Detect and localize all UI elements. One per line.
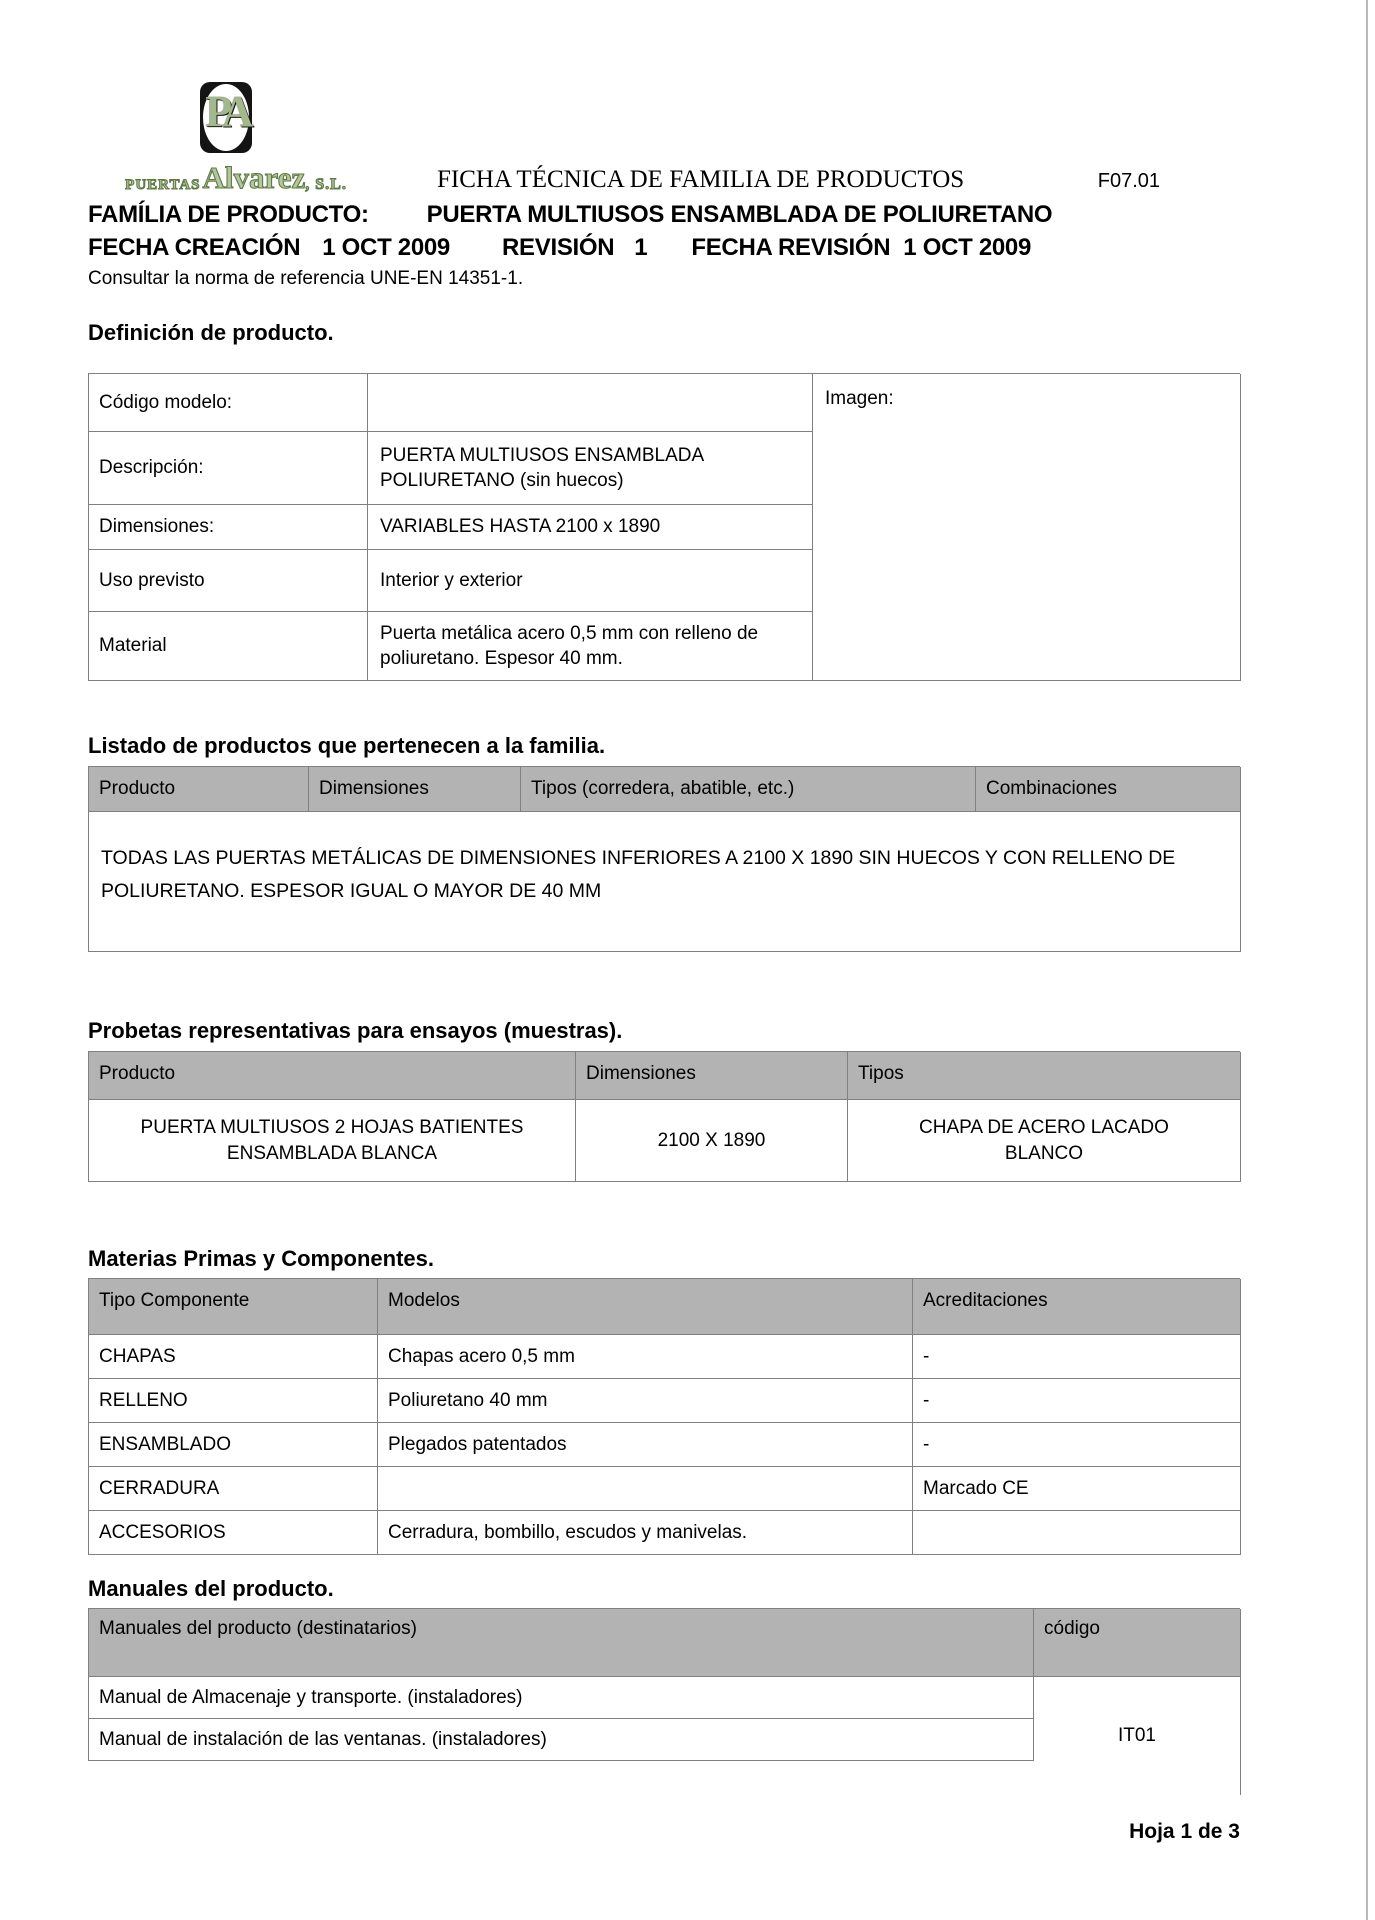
column-header: Manuales del producto (destinatarios) xyxy=(89,1609,1034,1677)
sample-product: PUERTA MULTIUSOS 2 HOJAS BATIENTES ENSAMBLADA BLANCA xyxy=(89,1100,576,1182)
dates-line xyxy=(88,234,1031,262)
column-header: código xyxy=(1034,1609,1241,1677)
material-model: Chapas acero 0,5 mm xyxy=(378,1335,913,1379)
column-header: Producto xyxy=(89,1052,576,1100)
material-model: Plegados patentados xyxy=(378,1423,913,1467)
family-line xyxy=(88,201,1052,229)
section-heading-definicion: Definición de producto. xyxy=(88,320,334,345)
brand-suffix: , S.L. xyxy=(305,176,347,193)
def-row-value: PUERTA MULTIUSOS ENSAMBLADA POLIURETANO (sin huecos) xyxy=(368,432,813,505)
section-heading-listado: Listado de productos que pertenecen a la familia. xyxy=(88,733,606,758)
section-heading-materias: Materias Primas y Componentes. xyxy=(88,1246,435,1271)
column-header: Tipos xyxy=(848,1052,1241,1100)
norm-note: Consultar la norma de referencia UNE-EN 14351-1. xyxy=(88,268,524,289)
family-value: PUERTA MULTIUSOS ENSAMBLADA DE POLIURETANO xyxy=(426,201,1053,228)
family-label: FAMÍLIA DE PRODUCTO: xyxy=(88,201,369,228)
sample-type: CHAPA DE ACERO LACADO BLANCO xyxy=(848,1100,1241,1182)
material-accreditation: - xyxy=(913,1423,1241,1467)
def-row-value: Puerta metálica acero 0,5 mm con relleno de poliuretano. Espesor 40 mm. xyxy=(368,612,813,681)
page-number: Hoja 1 de 3 xyxy=(1129,1820,1240,1843)
definition-table xyxy=(88,373,1240,681)
form-code: F07.01 xyxy=(1097,170,1160,192)
column-header: Dimensiones xyxy=(309,767,521,812)
def-row-value xyxy=(368,374,813,432)
material-accreditation: Marcado CE xyxy=(913,1467,1241,1511)
samples-table xyxy=(88,1051,1240,1182)
page-right-edge xyxy=(1366,0,1368,1920)
materials-table xyxy=(88,1278,1240,1555)
image-cell: Imagen: xyxy=(813,374,1241,681)
revision-date-label: FECHA REVISIÓN xyxy=(691,234,891,261)
material-type: ENSAMBLADO xyxy=(89,1423,378,1467)
material-model xyxy=(378,1467,913,1511)
family-list-body: TODAS LAS PUERTAS METÁLICAS DE DIMENSIONES INFERIORES A 2100 X 1890 SIN HUECOS Y CON RELLENO DE POLIURETANO. ESPESOR IGUAL O MAYOR DE 40 MM xyxy=(89,812,1241,952)
section-heading-manuales: Manuales del producto. xyxy=(88,1576,334,1601)
def-row-value: VARIABLES HASTA 2100 x 1890 xyxy=(368,505,813,550)
def-row-value: Interior y exterior xyxy=(368,550,813,612)
material-type: CHAPAS xyxy=(89,1335,378,1379)
column-header: Producto xyxy=(89,767,309,812)
material-accreditation: - xyxy=(913,1335,1241,1379)
material-type: ACCESORIOS xyxy=(89,1511,378,1555)
creation-label: FECHA CREACIÓN xyxy=(88,234,301,261)
material-accreditation: - xyxy=(913,1379,1241,1423)
material-accreditation xyxy=(913,1511,1241,1555)
section-heading-probetas: Probetas representativas para ensayos (muestras). xyxy=(88,1018,623,1043)
document-title: FICHA TÉCNICA DE FAMILIA DE PRODUCTOS xyxy=(437,166,965,193)
revision-value: 1 xyxy=(634,234,648,261)
manuals-table xyxy=(88,1608,1240,1761)
material-type: RELLENO xyxy=(89,1379,378,1423)
column-header: Combinaciones xyxy=(976,767,1241,812)
brand-alvarez: Alvarez xyxy=(202,160,306,195)
material-type: CERRADURA xyxy=(89,1467,378,1511)
revision-date-value: 1 OCT 2009 xyxy=(903,234,1032,261)
manual-code-cell: IT01 xyxy=(1034,1677,1241,1795)
column-header: Acreditaciones xyxy=(913,1279,1241,1335)
manual-row: Manual de instalación de las ventanas. (instaladores) xyxy=(89,1719,1034,1761)
company-brand xyxy=(106,160,366,196)
def-row-label: Código modelo: xyxy=(89,374,368,432)
logo-monogram: PA xyxy=(205,87,247,136)
def-row-label: Dimensiones: xyxy=(89,505,368,550)
column-header: Tipos (corredera, abatible, etc.) xyxy=(521,767,976,812)
manual-row: Manual de Almacenaje y transporte. (instaladores) xyxy=(89,1677,1034,1719)
sample-dimensions: 2100 X 1890 xyxy=(576,1100,848,1182)
column-header: Modelos xyxy=(378,1279,913,1335)
title-row xyxy=(437,166,1160,194)
column-header: Tipo Componente xyxy=(89,1279,378,1335)
manuals-header-row xyxy=(89,1609,1240,1677)
brand-puertas: PUERTAS xyxy=(125,177,201,193)
def-row-label: Descripción: xyxy=(89,432,368,505)
company-logo-icon xyxy=(200,82,252,153)
family-list-table xyxy=(88,766,1240,952)
column-header: Dimensiones xyxy=(576,1052,848,1100)
def-row-label: Uso previsto xyxy=(89,550,368,612)
def-row-label: Material xyxy=(89,612,368,681)
revision-label: REVISIÓN xyxy=(502,234,615,261)
material-model: Cerradura, bombillo, escudos y manivelas. xyxy=(378,1511,913,1555)
creation-value: 1 OCT 2009 xyxy=(322,234,450,261)
material-model: Poliuretano 40 mm xyxy=(378,1379,913,1423)
